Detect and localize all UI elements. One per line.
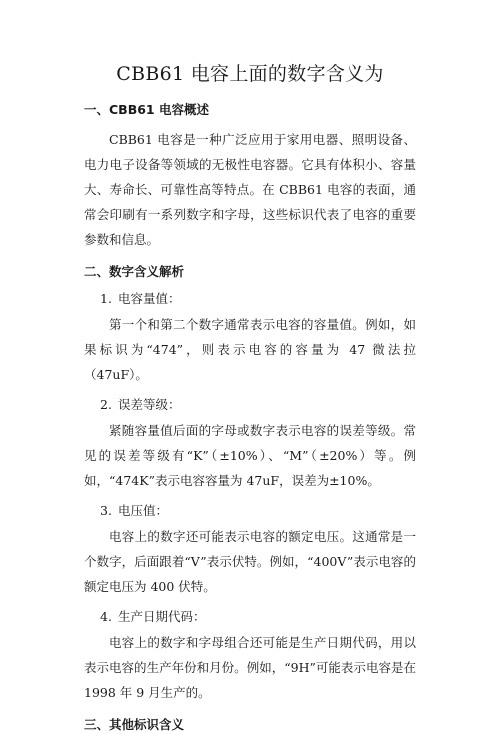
document-title: CBB61 电容上面的数字含义为: [116, 63, 384, 85]
item-label: 电压值：: [117, 503, 168, 518]
section-heading-overview: 一、CBB61 电容概述: [84, 102, 209, 117]
item-title-date-code: [100, 607, 416, 626]
item-label: 电容量值：: [117, 291, 181, 306]
item-title-capacitance: [100, 289, 416, 308]
tolerance-paragraph: 紧随容量值后面的字母或数字表示电容的误差等级。常见的误差等级有“K”（±10%）、“M”（±20%）等。例如，“474K”表示电容容量为 47uF，误差为±10%。: [84, 423, 416, 488]
capacitance-paragraph: 第一个和第二个数字通常表示电容的容量值。例如，如果标识为“474”，则表示电容的容量为 47 微法拉（47uF）。: [84, 317, 416, 382]
overview-paragraph: CBB61 电容是一种广泛应用于家用电器、照明设备、电力电子设备等领域的无极性电容器。它具有体积小、容量大、寿命长、可靠性高等特点。在 CBB61 电容的表面，通常会印刷有一系列数字和字母，这些标识代表了电容的重要参数和信息。: [84, 132, 416, 247]
item-title-tolerance: [100, 395, 416, 414]
voltage-paragraph: 电容上的数字还可能表示电容的额定电压。这通常是一个数字，后面跟着“V”表示伏特。例如，“400V”表示电容的额定电压为 400 伏特。: [84, 529, 416, 594]
item-number: 3.: [100, 503, 112, 518]
item-title-voltage: [100, 501, 416, 520]
item-number: 2.: [100, 397, 112, 412]
date-code-paragraph: 电容上的数字和字母组合还可能是生产日期代码，用以表示电容的生产年份和月份。例如，“9H”可能表示电容是在 1998 年 9 月生产的。: [84, 635, 416, 700]
item-label: 生产日期代码：: [117, 609, 206, 624]
item-label: 误差等级：: [117, 397, 181, 412]
section-heading-other-marks: 三、其他标识含义: [84, 717, 185, 732]
item-number: 1.: [100, 291, 112, 306]
item-number: 4.: [100, 609, 112, 624]
section-heading-digit-meaning: 二、数字含义解析: [84, 264, 185, 279]
